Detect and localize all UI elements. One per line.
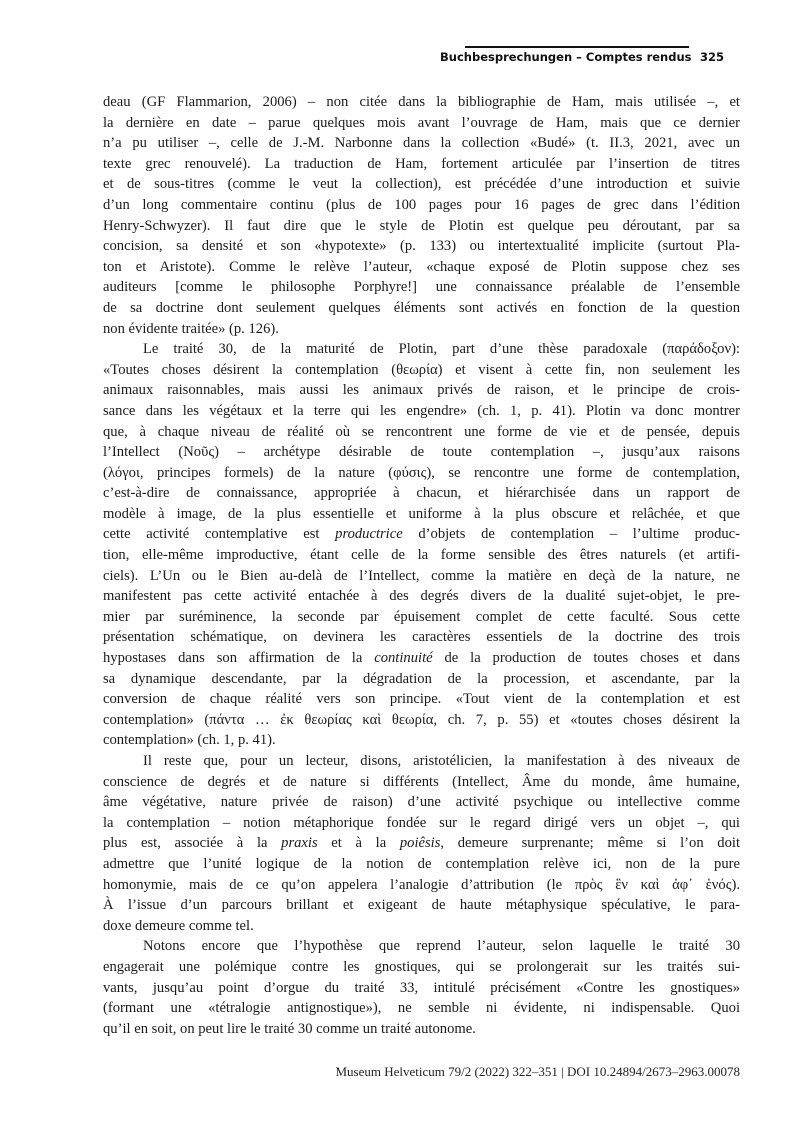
- text-segment: c’est-à-dire de connaissance, appropriée à chacun, et hiérarchisée dans un rapport de: [103, 485, 740, 502]
- text-segment: la contemplation – notion métaphorique fondée sur le regard dirigé vers un objet –, qui: [103, 814, 740, 831]
- text-segment: non évidente traitée» (p. 126).: [103, 320, 279, 337]
- text-line: [103, 339, 740, 360]
- text-line: [103, 669, 740, 690]
- text-line: [103, 463, 740, 484]
- text-line: [103, 833, 740, 854]
- text-segment: contemplation» (ch. 1, p. 41).: [103, 732, 276, 749]
- text-line: [103, 566, 740, 587]
- text-line: [103, 504, 740, 525]
- text-segment: sance dans les végétaux et la terre qui les engendre» (ch. 1, p. 41). Plotin va donc montrer: [103, 402, 740, 419]
- text-segment: l’Intellect (Νοῦς) – archétype désirable de toute contemplation –, jusqu’aux raisons: [103, 444, 740, 461]
- text-segment: admettre que l’unité logique de la notion de contemplation relève ici, non de la pure: [103, 855, 740, 872]
- text-line: [103, 689, 740, 710]
- text-segment: n’a pu utiliser –, celle de J.-M. Narbonne dans la collection «Budé» (t. II.3, 2021, avec un: [103, 135, 740, 152]
- text-segment: Henry-Schwyzer). Il faut dire que le style de Plotin est quelque peu déroutant, par sa: [103, 217, 740, 234]
- text-line: [103, 875, 740, 896]
- text-segment: Le traité 30, de la maturité de Plotin, part d’une thèse paradoxale (παράδοξον):: [143, 341, 740, 358]
- text-segment: vants, jusqu’au point d’orgue du traité 33, intitulé précisément «Contre les gnostiques»: [103, 979, 740, 996]
- text-line: [103, 545, 740, 566]
- text-segment: homonymie, mais de ce qu’on appelera l’analogie d’attribution (le πρὸς ἓν καὶ ἀφ᾽ ἑνός).: [103, 876, 740, 893]
- italic-term: poiêsis: [399, 835, 441, 852]
- text-segment: engagerait une polémique contre les gnostiques, qui se prolongerait sur les traités sui-: [103, 958, 740, 975]
- text-segment: qu’il en soit, on peut lire le traité 30 comme un traité autonome.: [103, 1020, 476, 1037]
- text-line: [103, 236, 740, 257]
- text-line: [103, 813, 740, 834]
- footer-citation: Museum Helveticum 79/2 (2022) 322–351 | DOI 10.24894/2673–2963.00078: [335, 1064, 740, 1079]
- text-line: [103, 380, 740, 401]
- text-segment: la dernière en date – parue quelques mois avant l’ouvrage de Ham, mais que ce dernier: [103, 114, 740, 131]
- text-line: [103, 1019, 740, 1040]
- page-number: 325: [700, 50, 725, 64]
- text-segment: et de sous-titres (comme le veut la collection), est précédée d’une introduction et suivie: [103, 176, 740, 193]
- text-segment: que, à chaque niveau de réalité où se rencontrent une forme de vie et de pensée, depuis: [103, 423, 740, 440]
- text-line: [103, 401, 740, 422]
- text-line: [103, 936, 740, 957]
- article-body: [103, 92, 740, 1039]
- italic-term: continuité: [374, 650, 433, 667]
- text-line: [103, 298, 740, 319]
- header-rule: [465, 46, 689, 48]
- text-segment: manifestent pas cette activité entachée à des degrés divers de la dualité sujet-objet, le pre-: [103, 588, 740, 605]
- running-title: Buchbesprechungen – Comptes rendus: [440, 50, 692, 64]
- italic-term: praxis: [281, 835, 318, 852]
- text-line: [103, 174, 740, 195]
- text-line: [103, 751, 740, 772]
- text-segment: présentation schématique, on devinera les caractères essentiels de la doctrine des trois: [103, 629, 740, 646]
- text-line: [103, 586, 740, 607]
- text-segment: de la production de toutes choses et dans: [432, 650, 741, 667]
- text-segment: âme végétative, nature privée de raison) d’une activité psychique ou intellective comme: [103, 794, 740, 811]
- text-line: [103, 442, 740, 463]
- text-line: [103, 792, 740, 813]
- text-line: [103, 627, 740, 648]
- text-line: [103, 916, 740, 937]
- text-line: [103, 772, 740, 793]
- text-segment: Notons encore que l’hypothèse que reprend l’auteur, selon laquelle le traité 30: [143, 938, 740, 955]
- text-segment: À l’issue d’un parcours brillant et exigeant de haute métaphysique spéculative, le para-: [103, 897, 740, 914]
- text-segment: plus est, associée à la: [103, 835, 282, 852]
- text-segment: sa dynamique descendante, par la dégradation de la procession, et ascendante, par la: [103, 670, 740, 687]
- text-segment: ciels). L’Un ou le Bien au-delà de l’Intellect, comme la matière en deçà de la nature, ne: [103, 567, 740, 584]
- text-segment: (λόγοι, principes formels) de la nature (φύσις), se rencontre une forme de contemplation,: [103, 464, 740, 481]
- text-line: [103, 216, 740, 237]
- text-segment: modèle à image, de la plus essentielle et uniforme à la plus obscure et relâchée, et que: [103, 505, 740, 522]
- text-segment: contemplation» (πάντα … ἐκ θεωρίας καὶ θεωρία, ch. 7, p. 55) et «toutes choses désirent la: [103, 711, 740, 728]
- text-line: [103, 277, 740, 298]
- text-segment: concision, sa densité et son «hypotexte» (p. 133) ou intertextualité implicite (surtout Pla-: [103, 238, 740, 255]
- text-line: [103, 895, 740, 916]
- text-line: [103, 710, 740, 731]
- text-line: [103, 360, 740, 381]
- text-line: [103, 319, 740, 340]
- text-line: [103, 133, 740, 154]
- text-line: [103, 957, 740, 978]
- text-segment: ton et Aristote). Comme le relève l’auteur, «chaque exposé de Plotin suppose chez ses: [103, 258, 740, 275]
- text-line: [103, 483, 740, 504]
- text-line: [103, 154, 740, 175]
- text-segment: , demeure surprenante; même si l’on doit: [440, 835, 740, 852]
- text-segment: conversion de chaque réalité vers son principe. «Tout vient de la contemplation et est: [103, 691, 740, 708]
- text-line: [103, 648, 740, 669]
- text-line: [103, 422, 740, 443]
- text-segment: «Toutes choses désirent la contemplation (θεωρία) et visent à cette fin, non seulement les: [103, 361, 740, 378]
- text-line: [103, 257, 740, 278]
- text-line: [103, 195, 740, 216]
- text-segment: texte grec renouvelé). La traduction de Ham, fortement articulée par l’insertion de titres: [103, 155, 740, 172]
- text-line: [103, 524, 740, 545]
- text-segment: mier par suréminence, la seconde par épuisement complet de cette faculté. Sous cette: [103, 608, 740, 625]
- text-line: [103, 730, 740, 751]
- text-segment: auditeurs [comme le philosophe Porphyre!] une connaissance préalable de l’ensemble: [103, 279, 740, 296]
- text-segment: de sa doctrine dont seulement quelques éléments sont activés en fonction de la question: [103, 299, 740, 316]
- text-line: [103, 998, 740, 1019]
- text-segment: deau (GF Flammarion, 2006) – non citée dans la bibliographie de Ham, mais utilisée –, et: [103, 94, 740, 110]
- text-segment: (formant une «tétralogie antignostique»), ne semble ni évidente, ni indispensable. Quoi: [103, 1000, 740, 1017]
- text-line: [103, 113, 740, 134]
- text-segment: tion, elle-même improductive, étant celle de la forme sensible des êtres naturels (et artifi-: [103, 547, 740, 564]
- text-segment: conscience de degrés et de nature si différents (Intellect, Âme du monde, âme humaine,: [103, 773, 740, 790]
- text-line: [103, 92, 740, 113]
- text-segment: et à la: [317, 835, 400, 852]
- text-line: [103, 607, 740, 628]
- text-line: [103, 978, 740, 999]
- text-segment: doxe demeure comme tel.: [103, 917, 254, 934]
- text-line: [103, 854, 740, 875]
- text-segment: Il reste que, pour un lecteur, disons, aristotélicien, la manifestation à des niveaux de: [143, 753, 740, 769]
- text-segment: animaux raisonnables, mais aussi les animaux privés de raison, et le principe de crois-: [103, 382, 740, 399]
- text-segment: cette activité contemplative est: [103, 526, 336, 543]
- text-segment: d’un long commentaire continu (plus de 100 pages pour 16 pages de grec dans l’édition: [103, 196, 740, 213]
- italic-term: productrice: [335, 526, 403, 543]
- text-segment: d’objets de contemplation – l’ultime produc-: [402, 526, 740, 543]
- text-segment: hypostases dans son affirmation de la: [103, 650, 375, 667]
